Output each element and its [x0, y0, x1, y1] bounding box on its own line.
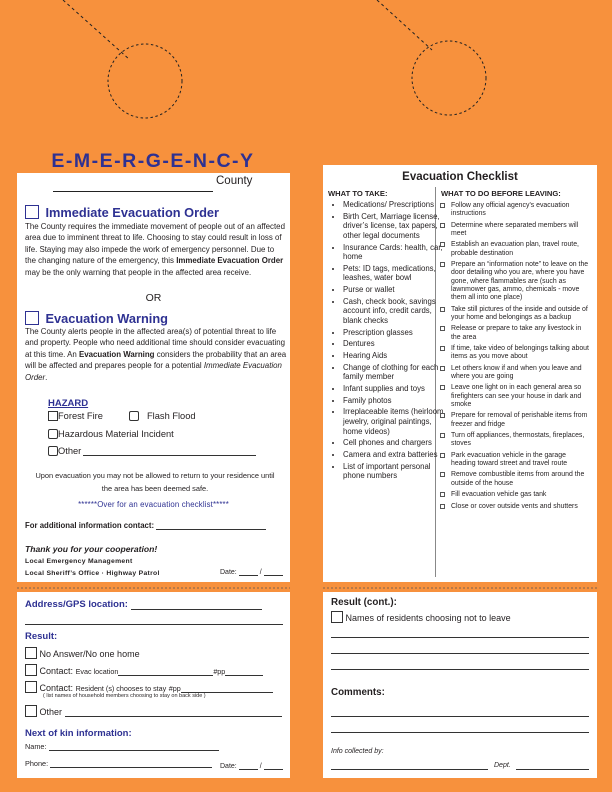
dept-label: Dept.	[494, 762, 511, 769]
do-checkbox[interactable]	[440, 242, 445, 247]
hazard-other-field[interactable]	[83, 455, 256, 456]
do-item[interactable]: Determine where separated members will meet	[439, 222, 589, 239]
collected-by-label: Info collected by:	[331, 748, 384, 755]
bottom-date-month-field[interactable]	[239, 769, 258, 770]
comments-heading: Comments:	[331, 687, 385, 698]
take-item: • Prescription glasses	[343, 328, 451, 338]
result-cont-heading: Result (cont.):	[331, 597, 397, 608]
no-answer-row[interactable]: No Answer/No one home	[25, 647, 140, 659]
do-item[interactable]: Close or cover outside vents and shutters	[439, 503, 589, 511]
flash-flood-checkbox[interactable]	[129, 411, 139, 421]
kin-phone-row: Phone:	[25, 759, 212, 768]
hanger-cutout-guides	[0, 0, 612, 160]
evacuation-warning-text: The County alerts people in the affected area(s) of potential threat to life and property. People who need additional time should consider evacuating at this time. An Evacuation Warning considers the probability that an area will be affected and prepares people for a potential Immediate Evacuation Order.	[25, 327, 287, 382]
right-hanger-hole	[412, 41, 486, 115]
do-item[interactable]: If time, take video of belongings talking about items as you move about	[439, 345, 589, 362]
do-checkbox[interactable]	[440, 346, 445, 351]
take-item: • Cell phones and chargers	[343, 438, 451, 448]
take-item: • Birth Cert, Marriage license, driver’s license, tax papers, other legal documents	[343, 212, 451, 241]
evacuation-warning-checkbox[interactable]	[25, 311, 39, 325]
evac-pp-field[interactable]	[225, 675, 263, 676]
contact-evac-checkbox[interactable]	[25, 664, 37, 676]
immediate-order-row[interactable]	[25, 204, 219, 222]
date-day-field[interactable]	[264, 575, 283, 576]
perforation-lines	[0, 584, 612, 592]
return-note: Upon evacuation you may not be allowed to return to your residence until the area has been deemed safe.	[35, 471, 275, 493]
stay-note: ( list names of household members choosing to stay on back side )	[43, 693, 206, 699]
hazard-other-checkbox[interactable]	[48, 446, 58, 456]
do-checkbox[interactable]	[440, 504, 445, 509]
address-row	[25, 599, 262, 610]
dept-field[interactable]	[516, 769, 589, 770]
checklist-title: Evacuation Checklist	[402, 171, 518, 183]
take-item: • Change of clothing for each family member	[343, 363, 451, 382]
do-item[interactable]: Remove combustible items from around the outside of the house	[439, 471, 589, 488]
do-checkbox[interactable]	[440, 453, 445, 458]
do-checkbox[interactable]	[440, 203, 445, 208]
take-item: • List of important personal phone numbers	[343, 462, 451, 481]
take-list	[323, 200, 451, 483]
take-item: • Dentures	[343, 339, 451, 349]
or-label: OR	[145, 292, 162, 304]
left-cut-line	[63, 0, 130, 60]
kin-heading: Next of kin information:	[25, 728, 132, 739]
bottom-date-day-field[interactable]	[264, 769, 283, 770]
emergency-title: E-M-E-R-G-E-N-C-Y	[51, 150, 255, 172]
do-checkbox[interactable]	[440, 262, 445, 267]
do-checkbox[interactable]	[440, 385, 445, 390]
names-line-1[interactable]	[331, 637, 589, 638]
right-cut-line	[377, 0, 432, 50]
do-item[interactable]: Prepare for removal of perishable items from freezer and fridge	[439, 412, 589, 429]
do-item[interactable]: Establish an evacuation plan, travel route, probable destination	[439, 241, 589, 258]
result-panel	[17, 592, 290, 778]
do-checkbox[interactable]	[440, 326, 445, 331]
no-answer-checkbox[interactable]	[25, 647, 37, 659]
hazard-heading: HAZARD	[48, 398, 89, 409]
do-checkbox[interactable]	[440, 413, 445, 418]
evacuation-warning-heading: Evacuation Warning	[45, 311, 168, 326]
do-item[interactable]: Release or prepare to take any livestock in the area	[439, 325, 589, 342]
hazard-hazmat[interactable]: Hazardous Material Incident	[48, 429, 174, 439]
take-item: • Family photos	[343, 396, 451, 406]
agency-1: Local Emergency Management	[25, 558, 133, 565]
take-item: • Cash, check book, savings account info, credit cards, blank checks	[343, 297, 451, 326]
hazard-forest-fire[interactable]: Forest Fire	[48, 411, 103, 421]
take-item: • Hearing Aids	[343, 351, 451, 361]
forest-fire-checkbox[interactable]	[48, 411, 58, 421]
hazard-flash-flood[interactable]: Flash Flood	[129, 411, 196, 421]
take-item: • Pets: ID tags, medications, leashes, water bowl	[343, 264, 451, 283]
contact-evac-row[interactable]: Contact: Evac location #pp	[25, 664, 263, 676]
do-checkbox[interactable]	[440, 223, 445, 228]
do-item[interactable]: Park evacuation vehicle in the garage heading toward street and travel route	[439, 452, 589, 469]
result-heading: Result:	[25, 631, 58, 642]
comments-line-1[interactable]	[331, 716, 589, 717]
other-checkbox[interactable]	[25, 705, 37, 717]
contact-info-field[interactable]	[156, 529, 266, 530]
immediate-order-heading: Immediate Evacuation Order	[45, 205, 219, 220]
date-month-field[interactable]	[239, 575, 258, 576]
do-checkbox[interactable]	[440, 307, 445, 312]
take-item: • Insurance Cards: health, car, home	[343, 243, 451, 262]
contact-info-label: For additional information contact:	[25, 521, 155, 530]
do-item[interactable]: Turn off appliances, thermostats, fireplaces, stoves	[439, 432, 589, 449]
take-item: • Camera and extra batteries	[343, 450, 451, 460]
contact-info-row	[25, 521, 266, 530]
take-item: • Infant supplies and toys	[343, 384, 451, 394]
what-to-take-heading: WHAT TO TAKE:	[328, 189, 388, 198]
date-row: Date: /	[220, 569, 283, 576]
contact-stay-checkbox[interactable]	[25, 681, 37, 693]
take-item: • Medications/ Prescriptions	[343, 200, 451, 210]
do-checkbox[interactable]	[440, 433, 445, 438]
over-note: ******Over for an evacuation checklist*****	[78, 500, 229, 509]
immediate-order-checkbox[interactable]	[25, 205, 39, 219]
do-item[interactable]: Take still pictures of the inside and outside of your home and belongings as a backup	[439, 306, 589, 323]
evac-location-field[interactable]	[118, 675, 213, 676]
do-checkbox[interactable]	[440, 492, 445, 497]
kin-name-row: Name:	[25, 742, 219, 751]
names-line-3[interactable]	[331, 669, 589, 670]
left-notice-panel	[17, 173, 290, 582]
hazard-other[interactable]: Other	[48, 446, 256, 456]
other-row[interactable]: Other	[25, 705, 282, 717]
not-leave-row[interactable]: Names of residents choosing not to leave	[331, 611, 511, 623]
what-to-do-heading: WHAT TO DO BEFORE LEAVING:	[441, 189, 561, 198]
do-checkbox[interactable]	[440, 366, 445, 371]
do-item[interactable]: Fill evacuation vehicle gas tank	[439, 491, 589, 499]
take-item: • Purse or wallet	[343, 285, 451, 295]
county-label: County	[216, 175, 253, 187]
address-field-line-2[interactable]	[25, 624, 283, 625]
hazmat-checkbox[interactable]	[48, 429, 58, 439]
thanks-text: Thank you for your cooperation!	[25, 544, 158, 554]
comments-line-2[interactable]	[331, 732, 589, 733]
address-label: Address/GPS location:	[25, 599, 128, 610]
do-list	[439, 202, 589, 514]
do-item[interactable]: Leave one light on in each general area so firefighters can see your house in dark and smoke	[439, 384, 589, 409]
date-label: Date:	[220, 569, 237, 576]
kin-name-field[interactable]	[49, 750, 219, 751]
bottom-date-row: Date: /	[220, 763, 283, 770]
left-hanger-hole	[108, 44, 182, 118]
checklist-panel	[323, 165, 597, 582]
do-checkbox[interactable]	[440, 472, 445, 477]
do-item[interactable]: Let others know if and when you leave and where you are going	[439, 365, 589, 382]
do-item[interactable]: Follow any official agency’s evacuation instructions	[439, 202, 589, 219]
contact-stay-row[interactable]: Contact: Resident (s) chooses to stay #pp	[25, 681, 273, 693]
agency-2: Local Sheriff’s Office · Highway Patrol	[25, 570, 160, 577]
names-line-2[interactable]	[331, 653, 589, 654]
do-item[interactable]: Prepare an “information note” to leave on the door detailing who you are, where you have gone, where flammables are (such as lawnmower gas, ammo, chemicals - move them all into one place)	[439, 261, 589, 302]
take-item: • Irreplaceable items (heirloom jewelry, original paintings, home videos)	[343, 407, 451, 436]
county-name-field[interactable]	[53, 179, 213, 192]
other-field[interactable]	[65, 716, 282, 717]
not-leave-checkbox[interactable]	[331, 611, 343, 623]
kin-phone-field[interactable]	[50, 767, 212, 768]
result-cont-panel	[323, 592, 597, 778]
address-field[interactable]	[131, 609, 262, 610]
collected-by-field[interactable]	[331, 769, 488, 770]
immediate-order-text: The County requires the immediate movement of people out of an affected area due to imminent threat to life. Choosing to stay could result in loss of life. Staying may also impede the work of emergency personnel. Due to the changing nature of the emergency, this Immediate Evacuation Order may be the only warning that people in the affected area receive.	[25, 222, 285, 277]
